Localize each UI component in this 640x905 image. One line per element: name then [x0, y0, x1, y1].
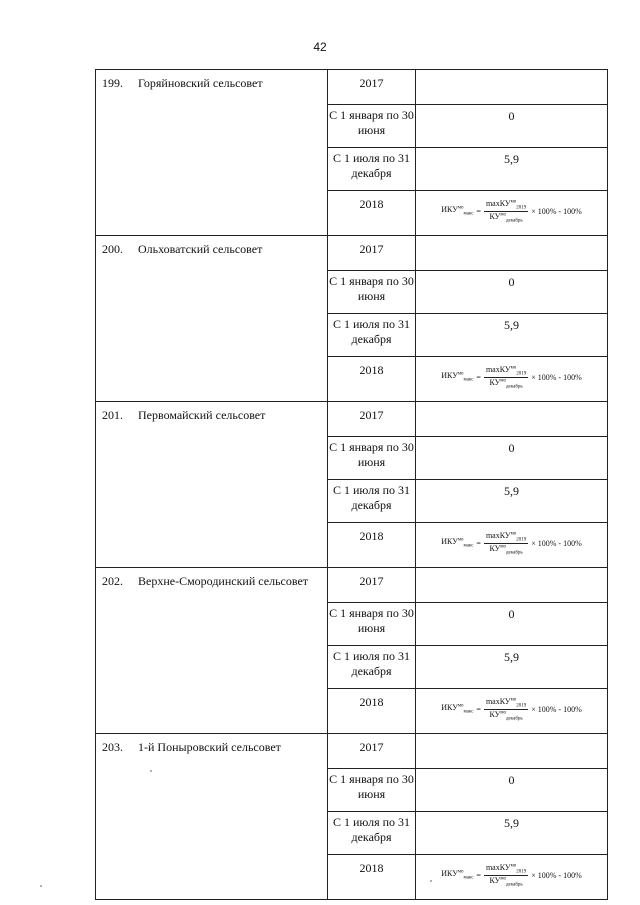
formula-cell	[416, 191, 608, 236]
municipality-cell	[96, 734, 328, 900]
year-cell: 2017	[328, 70, 416, 105]
formula-denominator: $КУ^{мо}_{декабрь}$	[489, 377, 523, 390]
formula-eq: =	[476, 538, 481, 548]
formula-lhs: $ИКУ^{мо}_{макс}$	[441, 537, 474, 549]
index-formula	[416, 199, 607, 223]
row-number: 202.	[102, 574, 123, 588]
formula-eq: =	[476, 206, 481, 216]
index-value-cell: 0	[416, 603, 608, 646]
empty-value-cell	[416, 70, 608, 105]
year-cell: 2017	[328, 402, 416, 437]
formula-tail: × 100% - 100%	[531, 704, 582, 714]
formula-eq: =	[476, 704, 481, 714]
formula-numerator: maxКУ$^{мо}_{2019}$	[485, 531, 527, 543]
formula-tail: × 100% - 100%	[531, 870, 582, 880]
row-number: 201.	[102, 408, 123, 422]
table-row	[96, 734, 608, 769]
formula-tail: × 100% - 100%	[531, 538, 582, 548]
formula-cell	[416, 523, 608, 568]
municipality-name: Горяйновский сельсовет	[138, 76, 263, 90]
row-number: 200.	[102, 242, 123, 256]
formula-lhs: $ИКУ^{мо}_{макс}$	[441, 371, 474, 383]
formula-denominator: $КУ^{мо}_{декабрь}$	[489, 875, 523, 888]
year-cell: 2018	[328, 357, 416, 402]
table-row	[96, 568, 608, 603]
formula-numerator: maxКУ$^{мо}_{2019}$	[485, 697, 527, 709]
year-cell: 2017	[328, 568, 416, 603]
year-cell: 2018	[328, 855, 416, 900]
period-cell: С 1 июля по 31 декабря	[328, 314, 416, 357]
year-cell: 2017	[328, 236, 416, 271]
table-row	[96, 402, 608, 437]
index-value-cell: 0	[416, 105, 608, 148]
formula-numerator: maxКУ$^{мо}_{2019}$	[485, 199, 527, 211]
scan-speck	[150, 770, 152, 772]
formula-fraction	[484, 365, 528, 389]
year-cell: 2018	[328, 191, 416, 236]
period-cell: С 1 июля по 31 декабря	[328, 812, 416, 855]
formula-eq: =	[476, 372, 481, 382]
municipality-name: Ольховатский сельсовет	[138, 242, 263, 256]
empty-value-cell	[416, 568, 608, 603]
formula-cell	[416, 357, 608, 402]
formula-lhs: $ИКУ^{мо}_{макс}$	[441, 205, 474, 217]
index-value-cell: 5,9	[416, 646, 608, 689]
period-cell: С 1 января по 30 июня	[328, 437, 416, 480]
period-cell: С 1 июля по 31 декабря	[328, 148, 416, 191]
formula-denominator: $КУ^{мо}_{декабрь}$	[489, 211, 523, 224]
index-value-cell: 5,9	[416, 148, 608, 191]
scan-speck	[430, 880, 432, 882]
formula-numerator: maxКУ$^{мо}_{2019}$	[485, 365, 527, 377]
formula-tail: × 100% - 100%	[531, 206, 582, 216]
year-cell: 2018	[328, 689, 416, 734]
table-row	[96, 70, 608, 105]
scan-speck	[40, 885, 42, 887]
period-cell: С 1 января по 30 июня	[328, 271, 416, 314]
municipality-name: Верхне-Смородинский сельсовет	[138, 574, 309, 588]
municipality-cell	[96, 236, 328, 402]
period-cell: С 1 июля по 31 декабря	[328, 646, 416, 689]
period-cell: С 1 января по 30 июня	[328, 769, 416, 812]
municipality-cell	[96, 70, 328, 236]
formula-fraction	[484, 531, 528, 555]
empty-value-cell	[416, 236, 608, 271]
municipality-cell	[96, 568, 328, 734]
formula-fraction	[484, 697, 528, 721]
formula-tail: × 100% - 100%	[531, 372, 582, 382]
page-number: 42	[313, 40, 327, 54]
year-cell: 2017	[328, 734, 416, 769]
period-cell: С 1 января по 30 июня	[328, 105, 416, 148]
formula-fraction	[484, 199, 528, 223]
formula-denominator: $КУ^{мо}_{декабрь}$	[489, 543, 523, 556]
row-number: 203.	[102, 740, 123, 754]
index-value-cell: 0	[416, 437, 608, 480]
empty-value-cell	[416, 734, 608, 769]
row-number: 199.	[102, 76, 123, 90]
municipality-cell	[96, 402, 328, 568]
period-cell: С 1 января по 30 июня	[328, 603, 416, 646]
table-row	[96, 236, 608, 271]
municipality-name: 1-й Поныровский сельсовет	[138, 740, 281, 754]
tariff-table	[95, 69, 608, 900]
formula-lhs: $ИКУ^{мо}_{макс}$	[441, 703, 474, 715]
municipality-name: Первомайский сельсовет	[138, 408, 266, 422]
formula-cell	[416, 689, 608, 734]
index-formula	[416, 863, 607, 887]
index-formula	[416, 531, 607, 555]
formula-fraction	[484, 863, 528, 887]
index-value-cell: 0	[416, 271, 608, 314]
formula-lhs: $ИКУ^{мо}_{макс}$	[441, 869, 474, 881]
index-formula	[416, 365, 607, 389]
formula-cell	[416, 855, 608, 900]
formula-eq: =	[476, 870, 481, 880]
index-value-cell: 5,9	[416, 812, 608, 855]
year-cell: 2018	[328, 523, 416, 568]
period-cell: С 1 июля по 31 декабря	[328, 480, 416, 523]
index-formula	[416, 697, 607, 721]
formula-numerator: maxКУ$^{мо}_{2019}$	[485, 863, 527, 875]
table-body	[96, 70, 608, 900]
index-value-cell: 5,9	[416, 314, 608, 357]
index-value-cell: 5,9	[416, 480, 608, 523]
index-value-cell: 0	[416, 769, 608, 812]
empty-value-cell	[416, 402, 608, 437]
formula-denominator: $КУ^{мо}_{декабрь}$	[489, 709, 523, 722]
